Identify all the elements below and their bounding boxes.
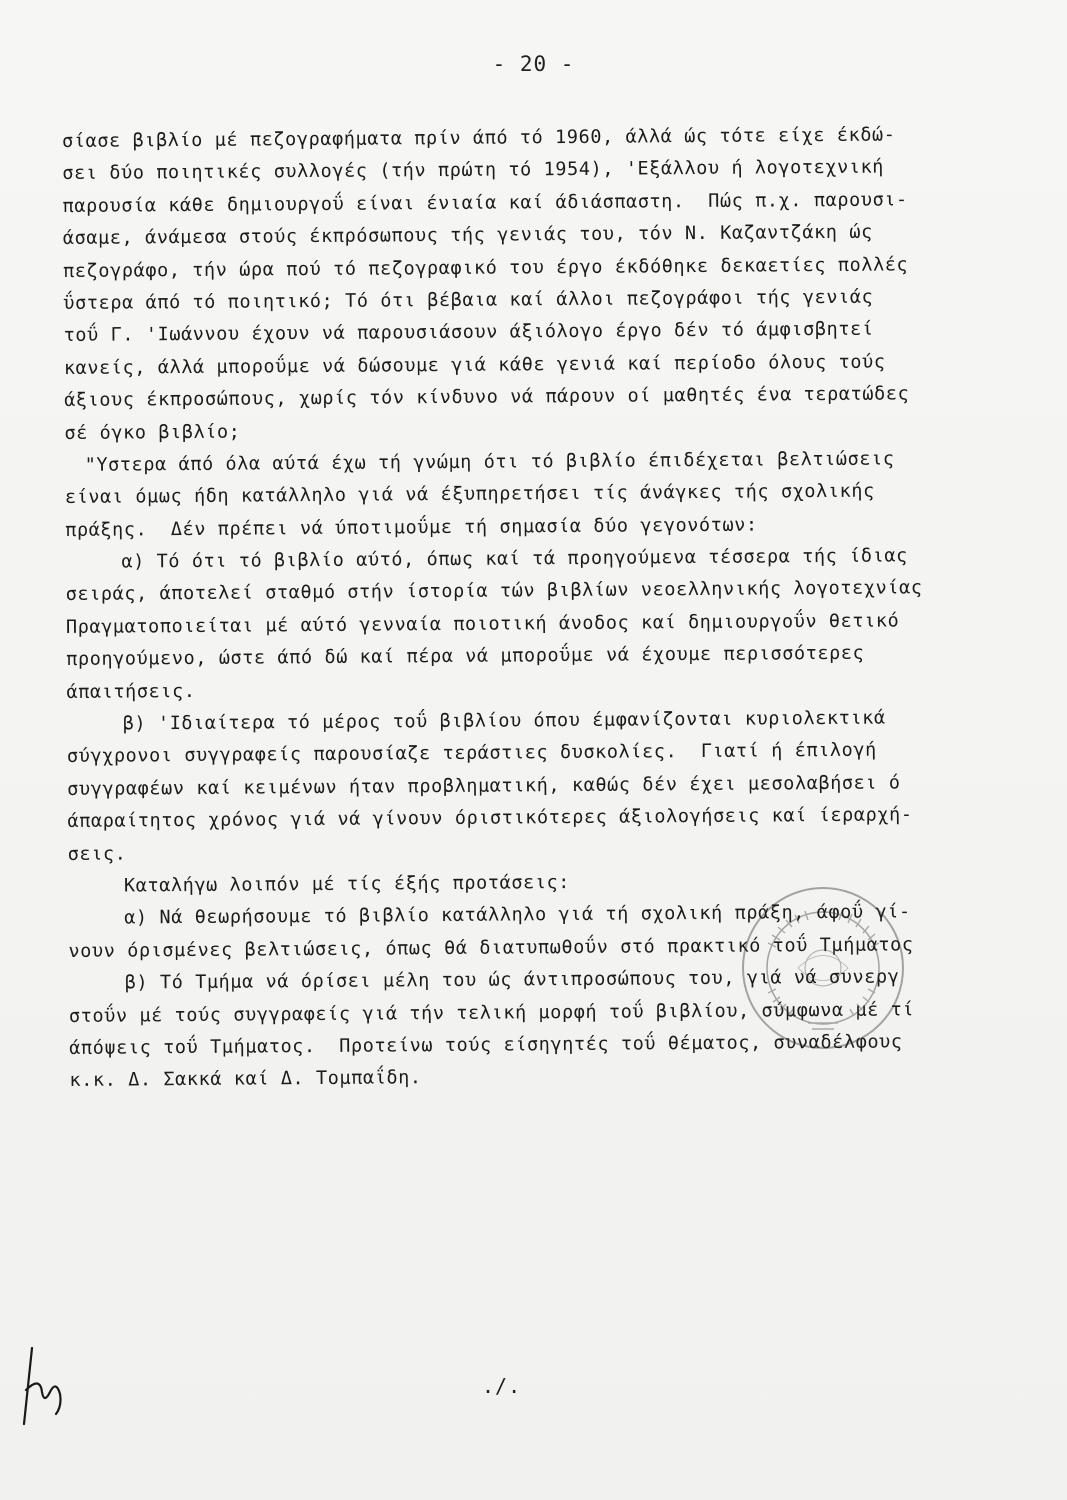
text-line: άπαραίτητος χρόνος γιά νά γίνουν όριστικότερες άξιολογήσεις καί ίεραρχή- (67, 804, 913, 833)
text-line: α) Τό ότι τό βιβλίο αύτό, όπως καί τά προηγούμενα τέσσερα τής ίδιας (121, 545, 908, 573)
text-line: πεζογράφο, τήν ώρα πού τό πεζογραφικό του έργο έκδόθηκε δεκαετίες πολλές (63, 253, 909, 282)
text-line: πράξης. Δέν πρέπει νά ύποτιμοΰμε τή σημασία δύο γεγονότων: (65, 514, 758, 541)
text-line: άσαμε, άνάμεσα στούς έκπρόσωπους τής γενιάς του, τόν Ν. Καζαντζάκη ώς (62, 221, 873, 250)
text-line: παρουσία κάθε δημιουργοΰ είναι ένιαία καί άδιάσπαστη. Πώς π.χ. παρουσι- (62, 189, 908, 217)
text-line: "Υστερα άπό όλα αύτά έχω τή γνώμη ότι τό βιβλίο έπιδέχεται βελτιώσεις (84, 448, 895, 476)
text-line: είναι όμως ήδη κατάλληλο γιά νά έξυπηρετήσει τίς άνάγκες τής σχολικής (64, 480, 875, 509)
text-line: προηγούμενο, ώστε άπό δώ καί πέρα νά μποροΰμε νά έχουμε περισσότερες (66, 642, 865, 671)
text-line: β) 'Ιδιαίτερα τό μέρος τοΰ βιβλίου όπου έμφανίζονται κυριολεκτικά (122, 707, 886, 735)
text-line: Καταλήγω λοιπόν μέ τίς έξής προτάσεις: (123, 872, 571, 897)
text-line: σει δύο ποιητικές συλλογές (τήν πρώτη τό 1954), 'Εξάλλου ή λογοτεχνική (62, 156, 885, 185)
text-line: άπαιτήσεις. (66, 680, 196, 703)
document-body (62, 118, 1067, 1098)
text-line: νουν όρισμένες βελτιώσεις, όπως θά διατυπωθοΰν στό πρακτικό τοΰ Τμήματος (68, 934, 914, 962)
official-stamp-icon (738, 883, 908, 1053)
text-line: β) Τό Τμήμα νά όρίσει μέλη του ώς άντιπροσώπους του, γιά νά συνεργ (124, 966, 900, 994)
text-line: σύγχρονοι συγγραφείς παρουσίαζε τεράστιες δυσκολίες. Γιατί ή έπιλογή (66, 740, 877, 768)
text-line: Πραγματοποιείται μέ αύτό γενναία ποιοτική άνοδος καί δημιουργοΰν θετικό (65, 610, 900, 638)
text-line: κ.κ. Δ. Σακκά καί Δ. Τομπαΐδη. (69, 1067, 422, 1092)
text-line: ΰστερα άπό τό ποιητικό; Τό ότι βέβαια καί άλλοι πεζογράφοι τής γενιάς (63, 286, 874, 314)
text-line: άξιους έκπροσώπους, χωρίς τόν κίνδυνο νά πάρουν οί μαθητές ένα τερατώδες (64, 383, 910, 412)
page-number: - 20 - (492, 52, 575, 76)
text-line: τοΰ Γ. 'Ιωάννου έχουν νά παρουσιάσουν άξιόλογο έργο δέν τό άμφισβητεί (63, 318, 874, 347)
text-line: σεις. (67, 843, 127, 865)
handwritten-signature-icon (10, 1340, 80, 1430)
text-line: κανείς, άλλά μποροΰμε νά δώσουμε γιά κάθε γενιά καί περίοδο όλους τούς (63, 351, 886, 379)
closing-mark: ./. (482, 1374, 522, 1398)
text-line: στοΰν μέ τούς συγγραφείς γιά τήν τελική μορφή τοΰ βιβλίου, σύμφωνα μέ τί (68, 998, 915, 1027)
text-line: α) Νά θεωρήσουμε τό βιβλίο κατάλληλο γιά τή σχολική πράξη, άφοΰ γί- (124, 901, 911, 929)
text-line: σέ όγκο βιβλίο; (64, 421, 241, 444)
text-line: σειράς, άποτελεί σταθμό στήν ίστορία τών βιβλίων νεοελληνικής λογοτεχνίας (65, 577, 923, 606)
text-line: συγγραφέων καί κειμένων ήταν προβληματική, καθώς δέν έχει μεσολαβήσει ό (67, 772, 901, 800)
text-line: σίασε βιβλίο μέ πεζογραφήματα πρίν άπό τό 1960, άλλά ώς τότε είχε έκδώ- (62, 124, 896, 152)
text-line: άπόψεις τοΰ Τμήματος. Προτείνω τούς είσηγητές τοΰ θέματος, συναδέλφους (69, 1031, 903, 1059)
